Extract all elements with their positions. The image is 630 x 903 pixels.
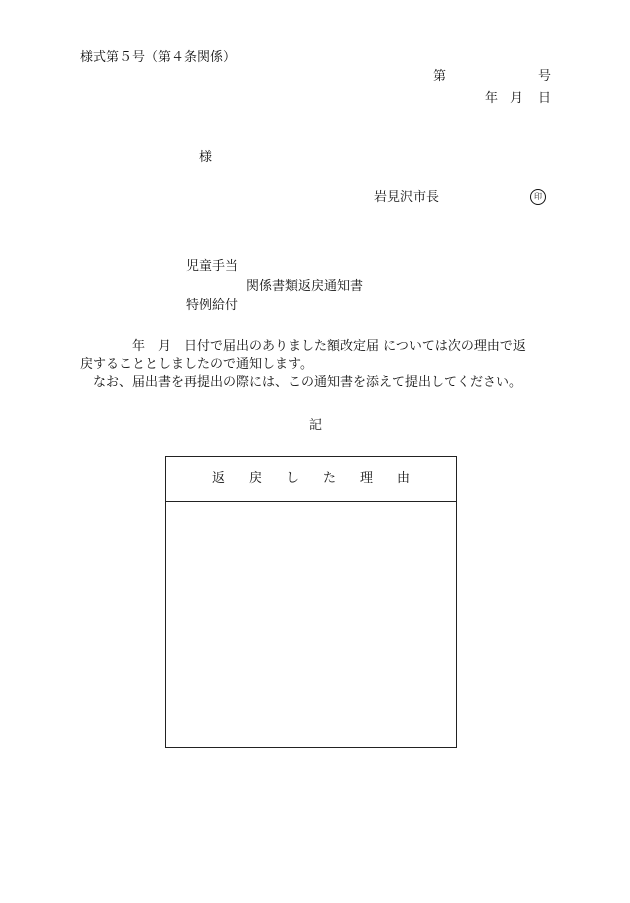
body-line-3: なお、届出書を再提出の際には、この通知書を添えて提出してください。 bbox=[93, 375, 523, 390]
number-suffix: 号 bbox=[537, 69, 551, 84]
addressee-suffix: 様 bbox=[199, 150, 213, 165]
document-title: 関係書類返戻通知書 bbox=[246, 279, 364, 294]
body-line-1: 年 月 日付で届出のありました額改定届 については次の理由で返 bbox=[132, 339, 526, 354]
body-line-2: 戻することとしましたので通知します。 bbox=[80, 357, 313, 372]
date-month-label: 月 bbox=[510, 91, 524, 106]
reason-table bbox=[165, 456, 457, 748]
date-day-label: 日 bbox=[537, 91, 551, 106]
subtitle-special-benefit: 特例給付 bbox=[186, 298, 239, 313]
body-text bbox=[80, 338, 555, 392]
sender-name: 岩見沢市長 bbox=[374, 190, 440, 205]
ki-heading: 記 bbox=[309, 418, 323, 433]
form-label: 様式第５号（第４条関係） bbox=[80, 50, 237, 65]
reason-table-header: 返戻した理由 bbox=[166, 457, 456, 502]
reason-table-body bbox=[166, 502, 456, 747]
seal-mark-icon: 印 bbox=[530, 189, 546, 205]
number-prefix: 第 bbox=[433, 69, 447, 84]
date-year-label: 年 bbox=[485, 91, 499, 106]
subtitle-child-allowance: 児童手当 bbox=[186, 259, 239, 274]
